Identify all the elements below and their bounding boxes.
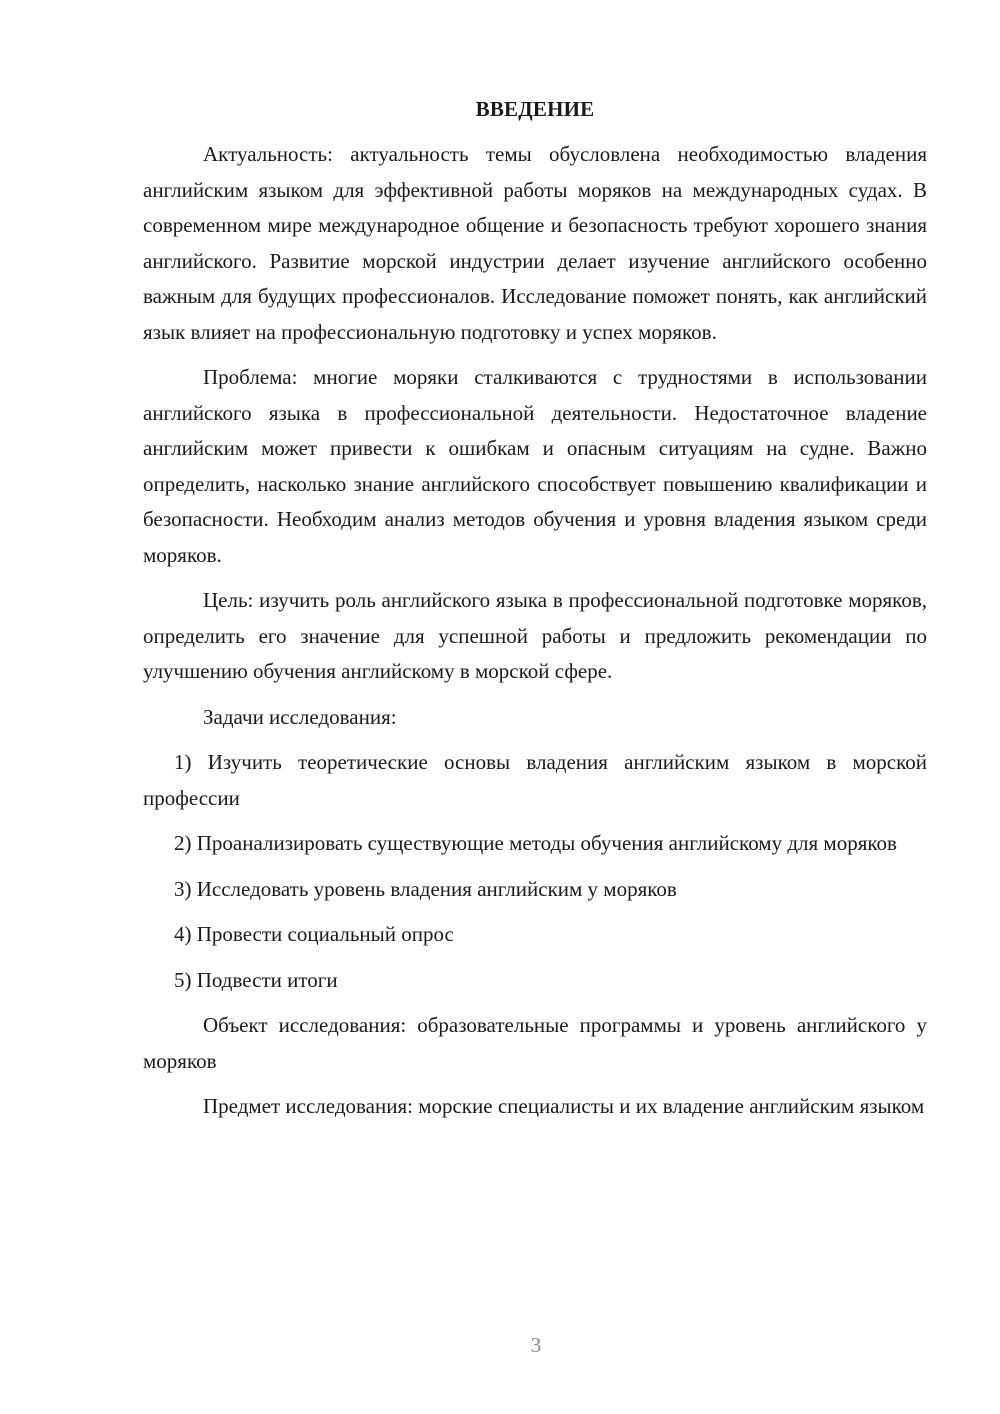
- relevance-paragraph: Актуальность: актуальность темы обусловлена необходимостью владения английским языком для эффективной работы моряков на международных судах. В современном мире международное общение и безопасность требуют хорошего знания английского. Развитие морской индустрии делает изучение английского особенно важным для будущих профессионалов. Исследование поможет понять, как английский язык влияет на профессиональную подготовку и успех моряков.: [143, 142, 927, 344]
- goal-paragraph: Цель: изучить роль английского языка в профессиональной подготовке моряков, определить его значение для успешной работы и предложить рекомендации по улучшению обучения английскому в морской сфере.: [143, 588, 927, 683]
- object-paragraph: Объект исследования: образовательные программы и уровень английского у моряков: [143, 1013, 927, 1073]
- section-heading: ВВЕДЕНИЕ: [475, 97, 595, 121]
- problem-paragraph: Проблема: многие моряки сталкиваются с трудностями в использовании английского языка в профессиональной деятельности. Недостаточное владение английским может привести к ошибкам и опасным ситуациям на судне. Важно определить, насколько знание английского способствует повышению квалификации и безопасности. Необходим анализ методов обучения и уровня владения языком среди моряков.: [143, 365, 927, 567]
- document-body: [143, 92, 927, 1135]
- task-item: 1) Изучить теоретические основы владения английским языком в морской профессии: [143, 750, 927, 810]
- task-item: 2) Проанализировать существующие методы обучения английскому для моряков: [174, 831, 897, 855]
- task-item: 5) Подвести итоги: [174, 967, 338, 992]
- tasks-heading: Задачи исследования:: [203, 704, 397, 729]
- task-item: 3) Исследовать уровень владения английским у моряков: [174, 876, 677, 901]
- task-item: 4) Провести социальный опрос: [174, 922, 454, 946]
- page-number: 3: [530, 1333, 542, 1357]
- subject-paragraph: Предмет исследования: морские специалисты и их владение английским языком: [203, 1094, 925, 1118]
